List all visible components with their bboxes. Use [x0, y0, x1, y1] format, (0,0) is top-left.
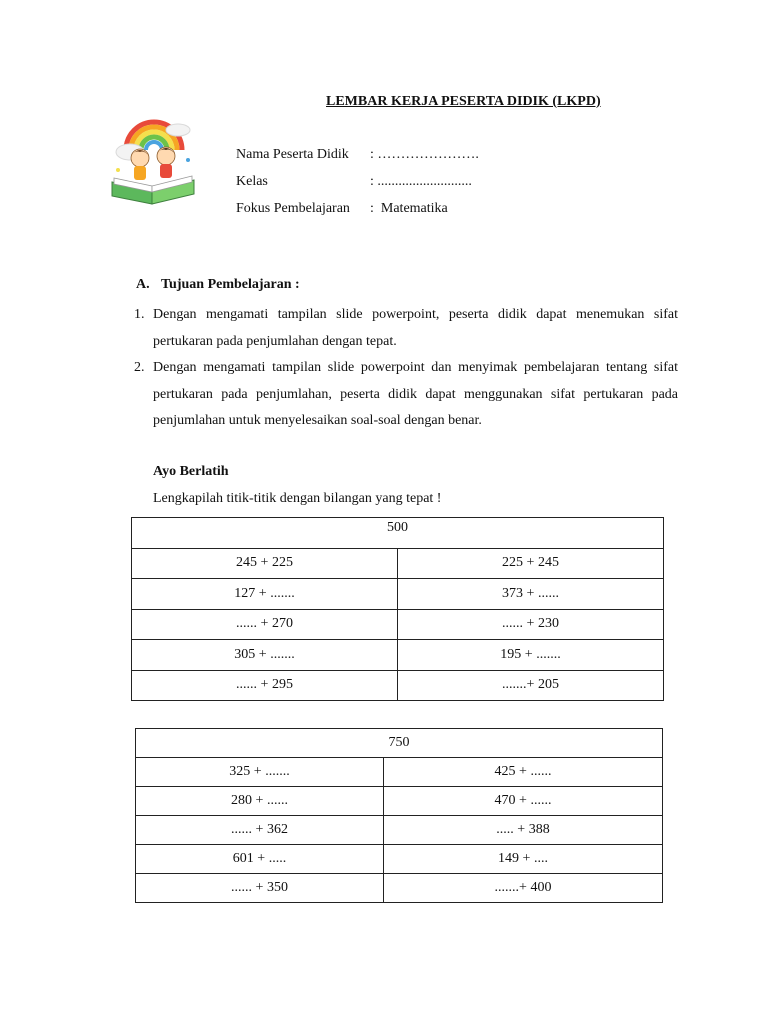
table-cell: 127 + .......	[132, 579, 398, 610]
section-heading-text: Tujuan Pembelajaran :	[161, 277, 300, 292]
info-label: Nama Peserta Didik	[236, 147, 349, 162]
addition-table-750	[135, 728, 663, 903]
info-label: Fokus Pembelajaran	[236, 201, 350, 216]
table-cell: ...... + 270	[132, 609, 398, 640]
list-number: 1.	[134, 307, 145, 322]
list-item	[132, 355, 678, 435]
table-cell: 425 + ......	[384, 758, 663, 787]
table-row	[132, 579, 664, 610]
table-cell: ...... + 362	[136, 816, 384, 845]
table-cell: ..... + 388	[384, 816, 663, 845]
table-header-cell: 750	[136, 729, 663, 758]
practice-title: Ayo Berlatih	[153, 464, 229, 479]
table-row	[136, 758, 663, 787]
table-cell: 149 + ....	[384, 845, 663, 874]
children-reading-book-rainbow-illustration-icon	[104, 100, 202, 210]
info-label: Kelas	[236, 174, 268, 189]
practice-instruction: Lengkapilah titik-titik dengan bilangan yang tepat !	[153, 491, 442, 506]
table-cell: 280 + ......	[136, 787, 384, 816]
addition-table-500	[131, 517, 664, 701]
table-header-row	[136, 729, 663, 758]
table-cell: 373 + ......	[398, 579, 664, 610]
table-cell: 470 + ......	[384, 787, 663, 816]
table-cell: ...... + 230	[398, 609, 664, 640]
list-text: Dengan mengamati tampilan slide powerpoint, peserta didik dapat menemukan sifat pertukaran pada penjumlahan dengan tepat.	[153, 307, 678, 349]
info-value: : ………………….	[370, 147, 479, 162]
table-row	[136, 874, 663, 903]
objectives-list	[132, 302, 678, 435]
table-cell: 195 + .......	[398, 640, 664, 671]
table-row	[136, 787, 663, 816]
table-cell: .......+ 400	[384, 874, 663, 903]
table-row	[132, 640, 664, 671]
table-row	[136, 816, 663, 845]
section-heading-objectives	[136, 277, 300, 293]
table-cell: 225 + 245	[398, 548, 664, 579]
table-cell: 601 + .....	[136, 845, 384, 874]
table-row	[132, 548, 664, 579]
table-cell: .......+ 205	[398, 670, 664, 701]
table-row	[132, 670, 664, 701]
table-cell: ...... + 295	[132, 670, 398, 701]
table-header-row	[132, 518, 664, 549]
table-header-cell: 500	[132, 518, 664, 549]
list-item	[132, 302, 678, 355]
list-number: 2.	[134, 360, 145, 375]
table-cell: 305 + .......	[132, 640, 398, 671]
table-cell: ...... + 350	[136, 874, 384, 903]
table-row	[136, 845, 663, 874]
page-title: LEMBAR KERJA PESERTA DIDIK (LKPD)	[326, 94, 601, 109]
table-row	[132, 609, 664, 640]
info-value: : ...........................	[370, 174, 472, 189]
table-cell: 325 + .......	[136, 758, 384, 787]
table-cell: 245 + 225	[132, 548, 398, 579]
section-letter: A.	[136, 277, 150, 292]
list-text: Dengan mengamati tampilan slide powerpoint dan menyimak pembelajaran tentang sifat pertukaran pada penjumlahan, peserta didik dapat menggunakan sifat pertukaran pada penjumlahan untuk menyelesaikan soal-soal dengan benar.	[153, 360, 678, 428]
info-value: : Matematika	[370, 201, 448, 216]
